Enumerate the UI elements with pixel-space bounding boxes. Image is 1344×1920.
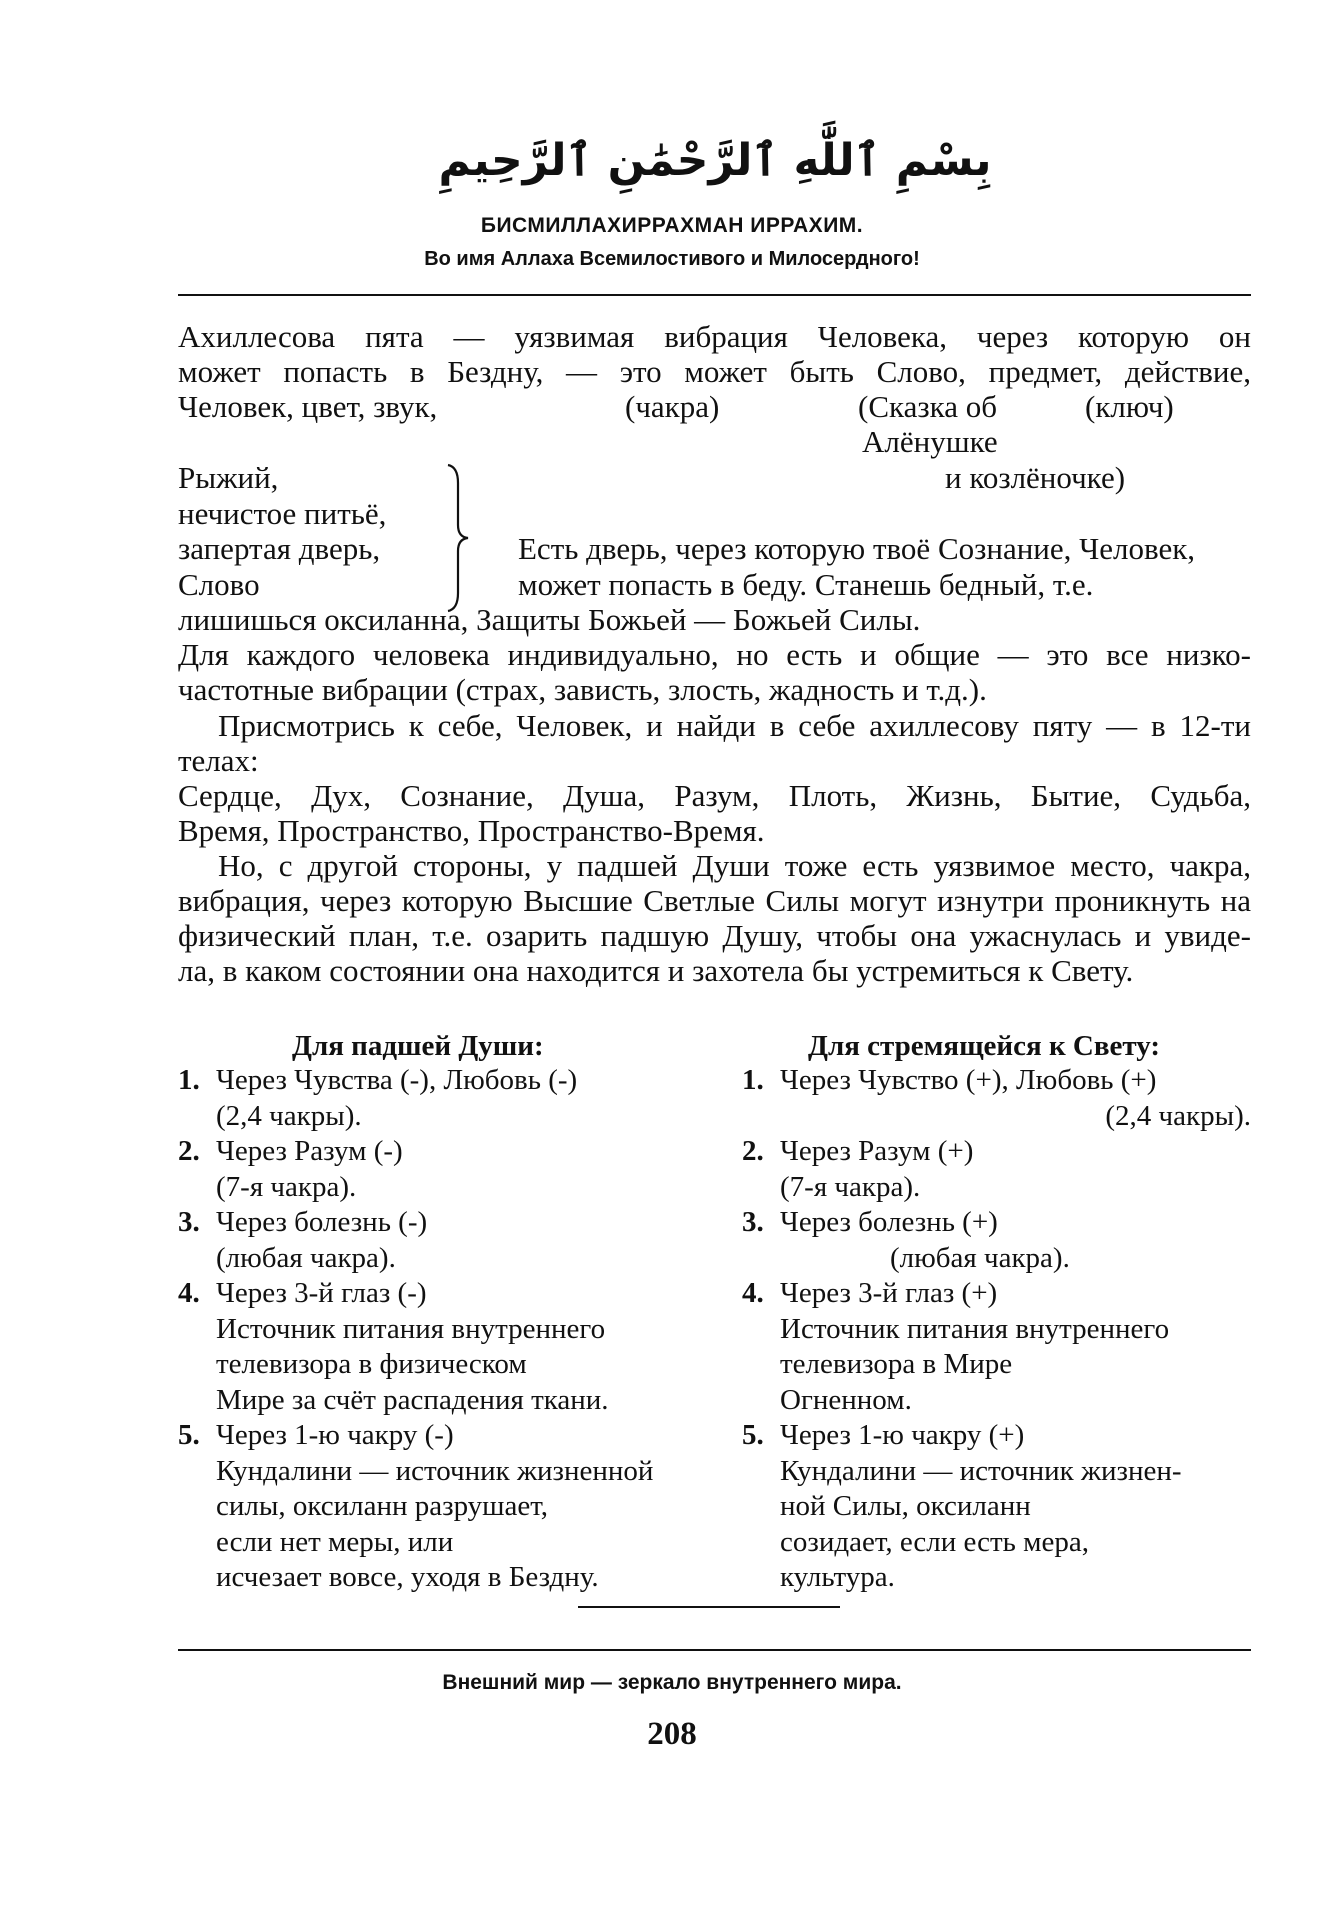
p4-line-2: вибрация, через которую Высшие Светлые Силы могут изнутри проникнуть на — [178, 883, 1251, 918]
right-item-1 — [742, 1063, 1251, 1134]
left-item-4-line-2: Источник питания внутреннего — [216, 1312, 606, 1345]
left-item-3 — [178, 1205, 738, 1276]
header-subtitle: Во имя Аллаха Всемилостивого и Милосердного! — [424, 248, 920, 270]
left-item-5-line-2: Кундалини — источник жизненной — [216, 1454, 654, 1487]
left-item-5-line-1: Через 1-ю чакру (-) — [216, 1419, 454, 1451]
footer-divider — [178, 1649, 1251, 1651]
bismillah-calligraphy — [438, 105, 992, 215]
page-number: 208 — [647, 1716, 697, 1752]
brace-item-3: запертая дверь, — [178, 531, 381, 566]
right-item-1-number: 1. — [742, 1064, 764, 1096]
left-item-4-number: 4. — [178, 1277, 200, 1309]
p3-line-2: Время, Пространство, Пространство-Время. — [178, 813, 765, 848]
p2-line-1: Присмотрись к себе, Человек, и найди в себе ахиллесову пяту — в 12-ти — [218, 708, 1251, 743]
p3-line-1: Сердце, Дух, Сознание, Душа, Разум, Плоть, Жизнь, Бытие, Судьба, — [178, 778, 1251, 813]
intro-line-2: может попасть в Бездну, — это может быть Слово, предмет, действие, — [178, 354, 1251, 389]
right-item-5-line-2: Кундалини — источник жизнен- — [780, 1454, 1182, 1487]
right-item-3-line-1: Через болезнь (+) — [780, 1206, 998, 1238]
brace-item-2: нечистое питьё, — [178, 496, 387, 531]
right-item-5-number: 5. — [742, 1419, 764, 1451]
intro-line-1: Ахиллесова пята — уязвимая вибрация Человека, через которую он — [178, 319, 1251, 354]
intro-line-3-b: (чакра) — [625, 389, 720, 424]
p1-line-2: Для каждого человека индивидуально, но есть и общие — это все низко- — [178, 637, 1251, 672]
p4-line-3: физический план, т.е. озарить падшую Душу, чтобы она ужаснулась и увиде- — [178, 918, 1251, 953]
right-item-2-number: 2. — [742, 1135, 764, 1167]
right-item-4 — [742, 1276, 1251, 1418]
left-item-1-line-1: Через Чувства (-), Любовь (-) — [216, 1064, 578, 1096]
left-item-5 — [178, 1418, 738, 1596]
left-item-4-line-3: телевизора в физическом — [216, 1348, 527, 1380]
right-item-4-number: 4. — [742, 1277, 764, 1309]
bismillah-arabic-text: بِسْمِ ٱللَّٰهِ ٱلرَّحْمَٰنِ ٱلرَّحِيمِ — [438, 135, 992, 186]
right-item-5-line-3: ной Силы, оксиланн — [780, 1490, 1031, 1522]
right-item-2 — [742, 1134, 1251, 1205]
right-item-3-line-2: (любая чакра). — [890, 1241, 1070, 1274]
left-item-3-line-1: Через болезнь (-) — [216, 1206, 428, 1238]
left-item-2-line-2: (7-я чакра). — [216, 1170, 357, 1203]
left-item-3-line-2: (любая чакра). — [216, 1241, 396, 1274]
right-item-3 — [742, 1205, 1251, 1276]
right-item-5-line-5: культура. — [780, 1561, 895, 1593]
left-item-5-line-3: силы, оксиланн разрушает, — [216, 1490, 548, 1522]
p4-line-1: Но, с другой стороны, у падшей Души тоже есть уязвимое место, чакра, — [218, 848, 1251, 883]
right-item-1-line-2: (2,4 чакры). — [1105, 1099, 1251, 1132]
left-item-2 — [178, 1134, 738, 1205]
right-item-2-line-2: (7-я чакра). — [780, 1170, 921, 1203]
right-item-5 — [742, 1418, 1251, 1596]
right-item-4-line-3: телевизора в Мире — [780, 1348, 1013, 1380]
intro-line-3-c: (Сказка об — [858, 389, 997, 424]
right-item-1-line-1: Через Чувство (+), Любовь (+) — [780, 1064, 1157, 1096]
right-item-4-line-2: Источник питания внутреннего — [780, 1312, 1170, 1345]
section-end-divider — [578, 1606, 840, 1608]
right-column-title: Для стремящейся к Свету: — [808, 1030, 1161, 1062]
p2-line-2: телах: — [178, 743, 259, 778]
door-line-2: может попасть в беду. Станешь бедный, т.е. — [518, 567, 1094, 602]
brace-item-4: Слово — [178, 567, 260, 602]
header-divider — [178, 294, 1251, 296]
left-item-4-line-1: Через 3-й глаз (-) — [216, 1277, 427, 1309]
left-item-4-line-4: Мире за счёт распадения ткани. — [216, 1383, 609, 1416]
right-item-3-number: 3. — [742, 1206, 764, 1238]
right-item-4-line-4: Огненном. — [780, 1383, 912, 1416]
right-item-4-line-1: Через 3-й глаз (+) — [780, 1277, 998, 1309]
door-line-1: Есть дверь, через которую твоё Сознание, Человек, — [518, 531, 1196, 566]
left-item-3-number: 3. — [178, 1206, 200, 1238]
right-item-2-line-1: Через Разум (+) — [780, 1135, 974, 1167]
left-item-2-number: 2. — [178, 1135, 200, 1167]
left-item-1-line-2: (2,4 чакры). — [216, 1099, 362, 1132]
right-item-5-line-4: созидает, если есть мера, — [780, 1525, 1090, 1558]
right-brace — [444, 463, 474, 613]
left-item-4 — [178, 1276, 738, 1418]
left-item-5-line-4: если нет меры, или — [216, 1525, 454, 1558]
p1-line-3: частотные вибрации (страх, зависть, злость, жадность и т.д.). — [178, 672, 987, 707]
left-item-5-number: 5. — [178, 1419, 200, 1451]
brace-item-1: Рыжий, — [178, 460, 279, 495]
left-item-2-line-1: Через Разум (-) — [216, 1135, 403, 1167]
header-title: БИСМИЛЛАХИРРАХМАН ИРРАХИМ. — [480, 214, 864, 237]
footer-motto: Внешний мир — зеркало внутреннего мира. — [442, 1671, 902, 1694]
left-item-5-line-5: исчезает вовсе, уходя в Бездну. — [216, 1561, 599, 1593]
intro-line-4: Алёнушке — [862, 424, 998, 459]
intro-line-3-d: (ключ) — [1085, 389, 1174, 424]
left-item-1 — [178, 1063, 738, 1134]
p4-line-4: ла, в каком состоянии она находится и захотела бы устремиться к Свету. — [178, 953, 1134, 988]
intro-line-3-a: Человек, цвет, звук, — [178, 389, 438, 424]
right-item-5-line-1: Через 1-ю чакру (+) — [780, 1419, 1025, 1451]
p1-line-1: лишишься оксиланна, Защиты Божьей — Божьей Силы. — [178, 602, 921, 637]
intro-line-5: и козлёночке) — [945, 460, 1126, 495]
left-item-1-number: 1. — [178, 1064, 200, 1096]
left-column-title: Для падшей Души: — [292, 1030, 544, 1062]
